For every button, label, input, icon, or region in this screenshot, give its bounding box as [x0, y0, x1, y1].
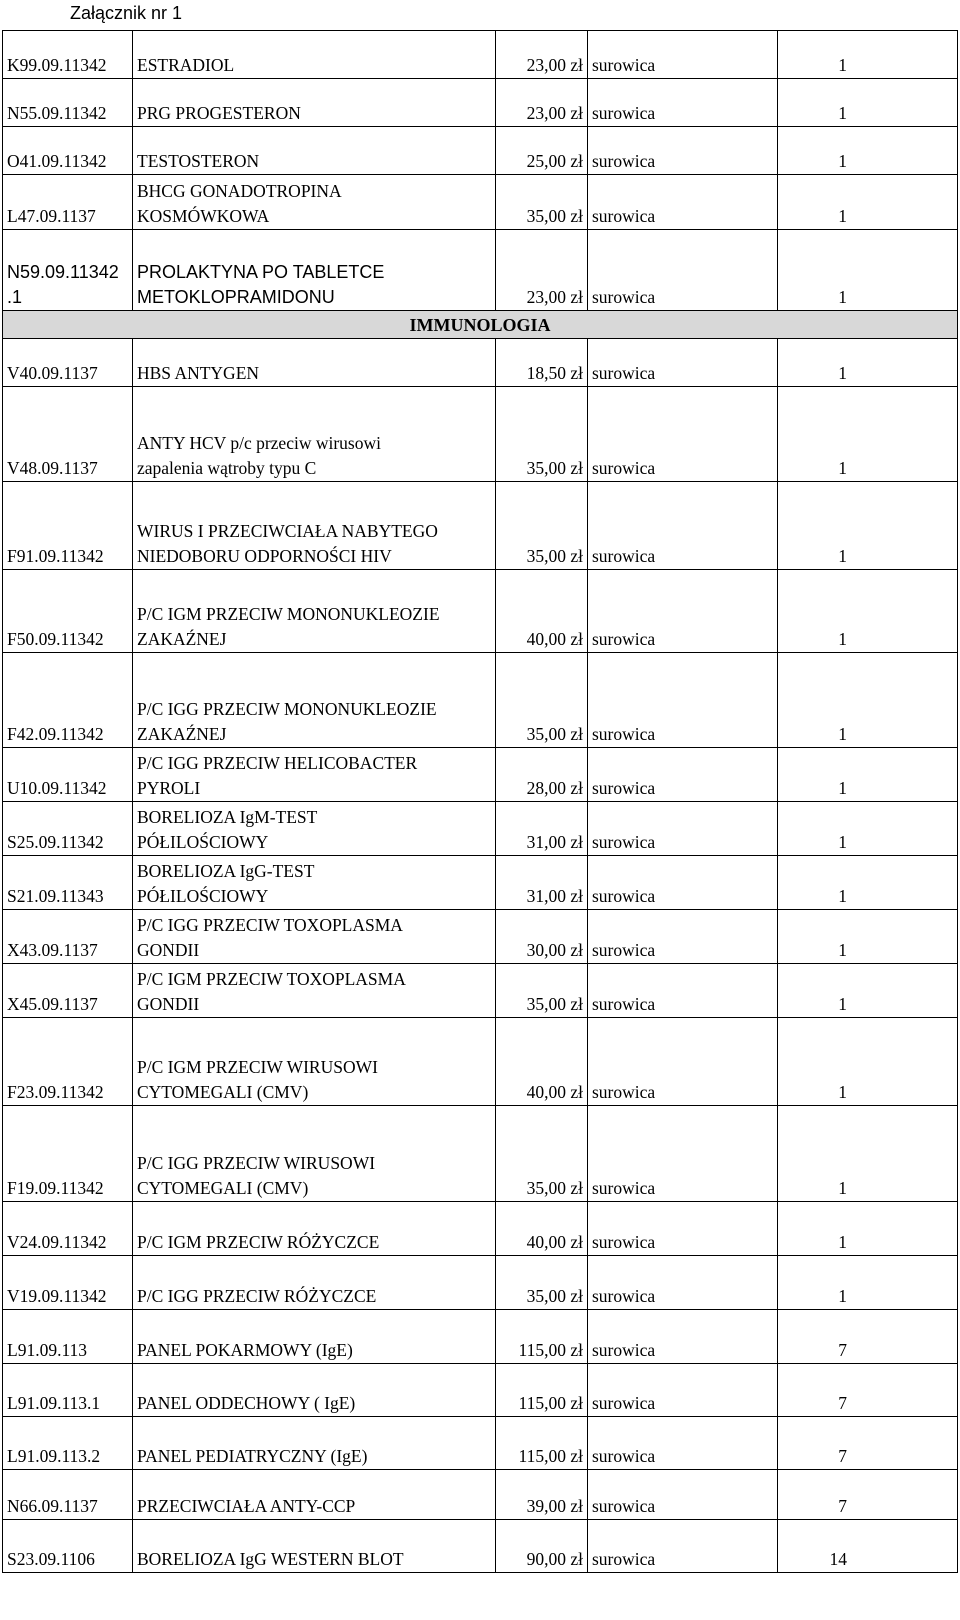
test-price: 31,00 zł — [496, 856, 588, 910]
test-price: 40,00 zł — [496, 1202, 588, 1256]
test-quantity: 1 — [778, 910, 958, 964]
test-quantity: 1 — [778, 856, 958, 910]
test-name-line: ZAKAŹNEJ — [137, 724, 227, 744]
test-name-line: P/C IGG PRZECIW TOXOPLASMA — [137, 915, 403, 935]
test-quantity: 1 — [778, 1106, 958, 1202]
test-code: L91.09.113.1 — [3, 1364, 133, 1417]
test-quantity: 7 — [778, 1364, 958, 1417]
test-code: X45.09.1137 — [3, 964, 133, 1018]
test-name-line: METOKLOPRAMIDONU — [137, 287, 335, 307]
test-name-line: CYTOMEGALI (CMV) — [137, 1178, 309, 1198]
test-name — [133, 856, 496, 910]
section-title: IMMUNOLOGIA — [3, 311, 958, 339]
test-name — [133, 910, 496, 964]
test-price: 40,00 zł — [496, 570, 588, 653]
test-price: 35,00 zł — [496, 653, 588, 748]
test-name — [133, 387, 496, 482]
test-name-line: PROLAKTYNA PO TABLETCE — [137, 262, 385, 282]
test-price: 90,00 zł — [496, 1520, 588, 1573]
test-name — [133, 175, 496, 230]
test-quantity: 1 — [778, 230, 958, 311]
test-price: 115,00 zł — [496, 1417, 588, 1470]
test-price: 40,00 zł — [496, 1018, 588, 1106]
test-material: surowica — [588, 230, 778, 311]
table-row — [3, 802, 958, 856]
test-code: V48.09.1137 — [3, 387, 133, 482]
test-material: surowica — [588, 79, 778, 127]
test-quantity: 1 — [778, 482, 958, 570]
table-row — [3, 1520, 958, 1573]
test-quantity: 1 — [778, 1202, 958, 1256]
test-code: F42.09.11342 — [3, 653, 133, 748]
table-row — [3, 79, 958, 127]
test-quantity: 1 — [778, 79, 958, 127]
table-row — [3, 482, 958, 570]
test-name-line: BORELIOZA IgM-TEST — [137, 807, 318, 827]
test-code: O41.09.11342 — [3, 127, 133, 175]
test-code: N66.09.1137 — [3, 1470, 133, 1520]
table-row — [3, 856, 958, 910]
test-code: U10.09.11342 — [3, 748, 133, 802]
table-row — [3, 230, 958, 311]
table-row — [3, 653, 958, 748]
test-code: L47.09.1137 — [3, 175, 133, 230]
test-code: F19.09.11342 — [3, 1106, 133, 1202]
test-name: TESTOSTERON — [133, 127, 496, 175]
test-code: V40.09.1137 — [3, 339, 133, 387]
test-name — [133, 230, 496, 311]
table-row — [3, 387, 958, 482]
test-material: surowica — [588, 1018, 778, 1106]
test-code: S23.09.1106 — [3, 1520, 133, 1573]
test-name-line: P/C IGM PRZECIW MONONUKLEOZIE — [137, 604, 440, 624]
test-quantity: 1 — [778, 964, 958, 1018]
test-material: surowica — [588, 31, 778, 79]
test-name-line: P/C IGG PRZECIW WIRUSOWI — [137, 1153, 376, 1173]
test-material: surowica — [588, 802, 778, 856]
test-name-line: P/C IGM PRZECIW WIRUSOWI — [137, 1057, 378, 1077]
test-quantity: 1 — [778, 748, 958, 802]
table-row — [3, 127, 958, 175]
test-quantity: 1 — [778, 387, 958, 482]
test-name-line: BHCG GONADOTROPINA — [137, 181, 342, 201]
test-price: 115,00 zł — [496, 1364, 588, 1417]
test-price: 23,00 zł — [496, 31, 588, 79]
test-price: 35,00 zł — [496, 387, 588, 482]
test-name: PRZECIWCIAŁA ANTY-CCP — [133, 1470, 496, 1520]
table-row — [3, 175, 958, 230]
test-code-line: .1 — [7, 287, 23, 307]
test-name-line: WIRUS I PRZECIWCIAŁA NABYTEGO — [137, 521, 438, 541]
test-name-line: PYROLI — [137, 778, 201, 798]
table-row — [3, 748, 958, 802]
test-price-table — [2, 30, 958, 1573]
test-code: S25.09.11342 — [3, 802, 133, 856]
table-row — [3, 964, 958, 1018]
test-code: X43.09.1137 — [3, 910, 133, 964]
test-quantity: 1 — [778, 802, 958, 856]
test-material: surowica — [588, 1202, 778, 1256]
test-material: surowica — [588, 1520, 778, 1573]
test-code: K99.09.11342 — [3, 31, 133, 79]
test-material: surowica — [588, 482, 778, 570]
test-quantity: 7 — [778, 1417, 958, 1470]
test-code-line: N59.09.11342 — [7, 262, 119, 282]
test-material: surowica — [588, 1106, 778, 1202]
test-name-line: P/C IGG PRZECIW HELICOBACTER — [137, 753, 418, 773]
test-code: V24.09.11342 — [3, 1202, 133, 1256]
table-row — [3, 1364, 958, 1417]
table-row — [3, 1470, 958, 1520]
test-quantity: 1 — [778, 653, 958, 748]
test-material: surowica — [588, 910, 778, 964]
test-name — [133, 964, 496, 1018]
test-quantity: 1 — [778, 1256, 958, 1310]
test-name: PANEL POKARMOWY (IgE) — [133, 1310, 496, 1364]
test-price: 35,00 zł — [496, 175, 588, 230]
test-name — [133, 1018, 496, 1106]
test-name-line: zapalenia wątroby typu C — [137, 458, 317, 478]
test-price: 25,00 zł — [496, 127, 588, 175]
table-row — [3, 31, 958, 79]
test-price: 39,00 zł — [496, 1470, 588, 1520]
test-name — [133, 1106, 496, 1202]
test-price: 23,00 zł — [496, 79, 588, 127]
test-price: 35,00 zł — [496, 1256, 588, 1310]
test-price: 35,00 zł — [496, 482, 588, 570]
table-row — [3, 1018, 958, 1106]
test-material: surowica — [588, 339, 778, 387]
test-material: surowica — [588, 387, 778, 482]
test-material: surowica — [588, 1417, 778, 1470]
test-material: surowica — [588, 1256, 778, 1310]
test-code: V19.09.11342 — [3, 1256, 133, 1310]
test-code: L91.09.113.2 — [3, 1417, 133, 1470]
test-material: surowica — [588, 175, 778, 230]
table-row — [3, 1417, 958, 1470]
test-code — [3, 230, 133, 311]
test-quantity: 1 — [778, 127, 958, 175]
section-header — [3, 311, 958, 339]
test-name: BORELIOZA IgG WESTERN BLOT — [133, 1520, 496, 1573]
test-quantity: 1 — [778, 570, 958, 653]
test-material: surowica — [588, 964, 778, 1018]
table-row — [3, 339, 958, 387]
table-body — [3, 31, 958, 1573]
test-name — [133, 482, 496, 570]
test-name — [133, 802, 496, 856]
test-name-line: ANTY HCV p/c przeciw wirusowi — [137, 433, 381, 453]
test-name-line: GONDII — [137, 940, 200, 960]
test-name — [133, 748, 496, 802]
test-material: surowica — [588, 1470, 778, 1520]
test-material: surowica — [588, 653, 778, 748]
test-name: P/C IGG PRZECIW RÓŻYCZCE — [133, 1256, 496, 1310]
test-code: F23.09.11342 — [3, 1018, 133, 1106]
test-name: P/C IGM PRZECIW RÓŻYCZCE — [133, 1202, 496, 1256]
test-name-line: P/C IGG PRZECIW MONONUKLEOZIE — [137, 699, 437, 719]
test-code: F50.09.11342 — [3, 570, 133, 653]
test-price: 115,00 zł — [496, 1310, 588, 1364]
test-name-line: NIEDOBORU ODPORNOŚCI HIV — [137, 546, 392, 566]
test-quantity: 14 — [778, 1520, 958, 1573]
test-name — [133, 653, 496, 748]
test-name-line: ZAKAŹNEJ — [137, 629, 227, 649]
document-heading: Załącznik nr 1 — [70, 3, 183, 23]
test-code: N55.09.11342 — [3, 79, 133, 127]
test-name-line: KOSMÓWKOWA — [137, 206, 270, 226]
test-price: 23,00 zł — [496, 230, 588, 311]
table-row — [3, 1310, 958, 1364]
test-quantity: 7 — [778, 1470, 958, 1520]
test-quantity: 7 — [778, 1310, 958, 1364]
test-name: HBS ANTYGEN — [133, 339, 496, 387]
test-price: 31,00 zł — [496, 802, 588, 856]
test-name-line: BORELIOZA IgG-TEST — [137, 861, 315, 881]
test-name-line: GONDII — [137, 994, 200, 1014]
test-name-line: PÓŁILOŚCIOWY — [137, 886, 269, 906]
test-material: surowica — [588, 1310, 778, 1364]
test-price: 30,00 zł — [496, 910, 588, 964]
table-row — [3, 910, 958, 964]
test-price: 28,00 zł — [496, 748, 588, 802]
test-quantity: 1 — [778, 1018, 958, 1106]
test-quantity: 1 — [778, 31, 958, 79]
test-material: surowica — [588, 856, 778, 910]
test-name: PANEL ODDECHOWY ( IgE) — [133, 1364, 496, 1417]
test-name: ESTRADIOL — [133, 31, 496, 79]
test-name: PANEL PEDIATRYCZNY (IgE) — [133, 1417, 496, 1470]
test-code: L91.09.113 — [3, 1310, 133, 1364]
test-name: PRG PROGESTERON — [133, 79, 496, 127]
table-row — [3, 1202, 958, 1256]
test-price: 18,50 zł — [496, 339, 588, 387]
test-material: surowica — [588, 127, 778, 175]
test-price: 35,00 zł — [496, 1106, 588, 1202]
table-row — [3, 570, 958, 653]
table-row — [3, 1256, 958, 1310]
test-code: S21.09.11343 — [3, 856, 133, 910]
test-name-line: CYTOMEGALI (CMV) — [137, 1082, 309, 1102]
table-row — [3, 1106, 958, 1202]
test-name — [133, 570, 496, 653]
test-code: F91.09.11342 — [3, 482, 133, 570]
test-name-line: PÓŁILOŚCIOWY — [137, 832, 269, 852]
test-price: 35,00 zł — [496, 964, 588, 1018]
test-material: surowica — [588, 570, 778, 653]
test-material: surowica — [588, 748, 778, 802]
test-quantity: 1 — [778, 175, 958, 230]
test-name-line: P/C IGM PRZECIW TOXOPLASMA — [137, 969, 406, 989]
test-quantity: 1 — [778, 339, 958, 387]
test-material: surowica — [588, 1364, 778, 1417]
